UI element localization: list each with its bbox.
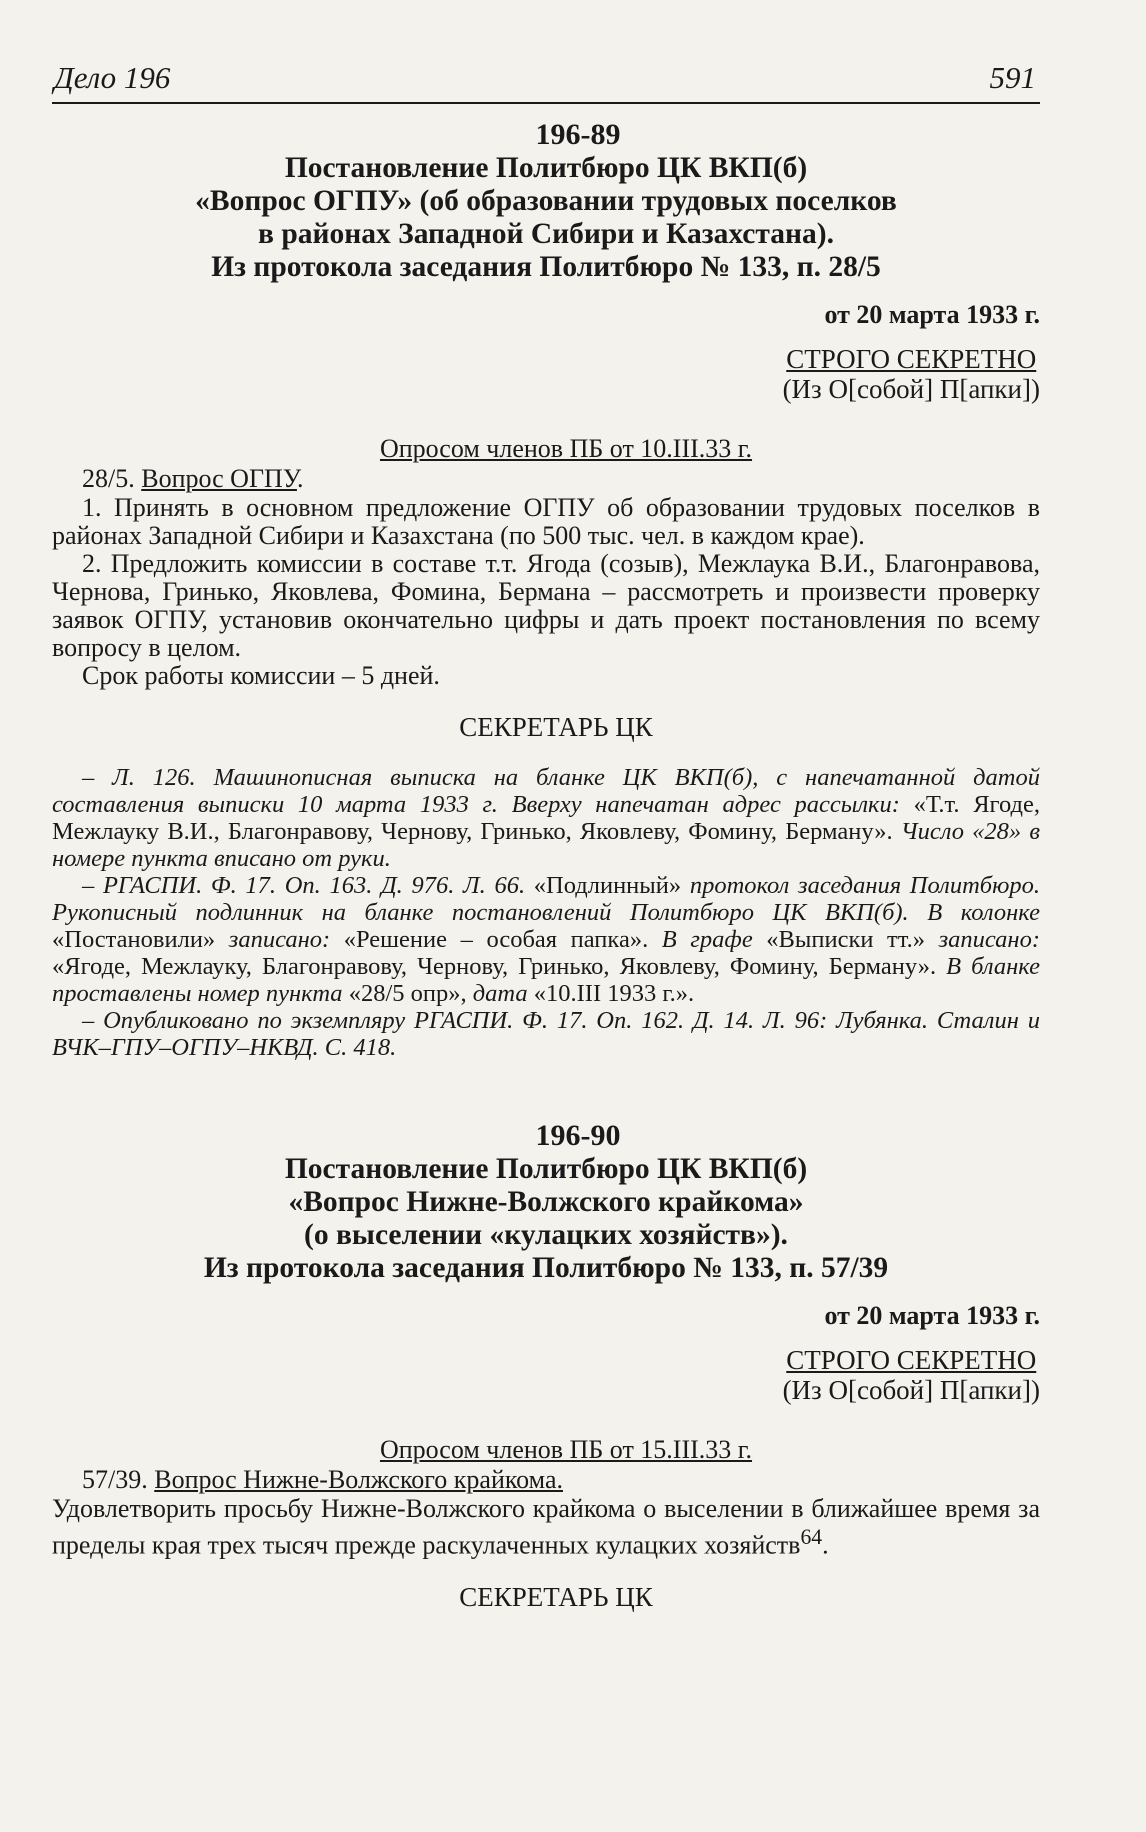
title-line: Из протокола заседания Политбюро № 133, п. 57/39	[203, 1252, 889, 1284]
note-run: записано:	[215, 926, 344, 953]
case-number: Дело 196	[54, 60, 171, 95]
note-run: «Ягоде, Межлауку, Благонравову, Чернову, Гринько, Яковлеву, Фомину, Берману».	[52, 953, 937, 980]
note-run: – РГАСПИ. Ф. 17. Оп. 163. Д. 976. Л. 66.	[82, 872, 534, 899]
title-line: «Вопрос ОГПУ» (об образовании трудовых поселков	[195, 185, 897, 217]
note-run: – Л. 126. Машинописная выписка на бланке ЦК ВКП(б), с напечатанной датой составления выписки 10 марта 1933 г. Вверху напечатан адрес рассылки:	[52, 764, 1040, 818]
note-run: «Решение – особая папка».	[343, 926, 649, 953]
signature: СЕКРЕТАРЬ ЦК	[459, 1581, 653, 1612]
document-title	[52, 152, 1040, 284]
classification-level: СТРОГО СЕКРЕТНО	[786, 1345, 1037, 1375]
title-line: в районах Западной Сибири и Казахстана).	[258, 218, 834, 250]
title-line: Постановление Политбюро ЦК ВКП(б)	[284, 152, 808, 184]
note-run: «Подлинный»	[533, 872, 682, 899]
paragraph: Удовлетворить просьбу Нижне-Волжского крайкома о выселении в ближайшее время за пределы края трех тысяч прежде раскулаченных кулацких хозяйств$^{64}$.	[52, 1494, 1040, 1560]
document-date: от 20 марта 1933 г.	[824, 300, 1040, 329]
item-title: Вопрос ОГПУ	[141, 464, 297, 493]
classification-folder: (Из О[собой] П[апки])	[782, 1375, 1040, 1405]
paragraph-text: Удовлетворить просьбу Нижне-Волжского крайкома о выселении в ближайшее время за пределы края трех тысяч прежде раскулаченных кулацких хозяйств	[52, 1494, 1040, 1560]
page-content	[52, 118, 1040, 1634]
note-run: В бланке проставлены номер пункта	[52, 953, 1040, 1007]
footnote-marker[interactable]: 64	[800, 1525, 823, 1549]
archival-note	[52, 872, 1040, 1007]
document-number: 196-89	[535, 118, 621, 151]
note-run: «28/5 опр»,	[348, 980, 467, 1007]
document-date: от 20 марта 1933 г.	[824, 1301, 1040, 1330]
document-196-89	[52, 118, 1040, 1061]
note-run: дата	[466, 980, 534, 1007]
document-number: 196-90	[535, 1119, 621, 1152]
note-run: В графе	[648, 926, 767, 953]
running-head	[52, 52, 1040, 104]
document-title	[52, 1153, 1040, 1285]
classification-level: СТРОГО СЕКРЕТНО	[786, 344, 1037, 374]
item-number: 28/5.	[82, 464, 135, 493]
paragraph: 2. Предложить комиссии в составе т.т. Ягода (созыв), Межлаука В.И., Благонравова, Чернова, Гринько, Яковлева, Фомина, Бермана – рассмотреть и произвести проверку заявок ОГПУ, установив окончательно цифры и дать проект постановления по всему вопросу в целом.	[52, 549, 1040, 662]
title-line: «Вопрос Нижне-Волжского крайкома»	[288, 1186, 804, 1218]
survey-line: Опросом членов ПБ от 10.III.33 г.	[379, 434, 753, 463]
page-number: 591	[989, 60, 1036, 95]
classification-stamp	[52, 1345, 1040, 1405]
classification-stamp	[52, 344, 1040, 404]
item-heading: 28/5. Вопрос ОГПУ.	[82, 464, 304, 493]
title-line: Постановление Политбюро ЦК ВКП(б)	[284, 1153, 808, 1185]
note-run: «10.III 1933 г.».	[533, 980, 695, 1007]
document-196-90	[52, 1119, 1040, 1612]
note-run: Число «28» в номере пункта вписано от руки.	[52, 818, 1040, 872]
item-heading	[52, 1465, 1040, 1495]
note-run: «Выписки тт.»	[766, 926, 926, 953]
classification-folder: (Из О[собой] П[апки])	[782, 374, 1040, 404]
signature: СЕКРЕТАРЬ ЦК	[459, 712, 653, 742]
note-run: – Опубликовано по экземпляру РГАСПИ. Ф. 17. Оп. 162. Д. 14. Л. 96: Лубянка. Сталин и ВЧК–ГПУ–ОГПУ–НКВД. С. 418.	[52, 1007, 1040, 1061]
item-title: Вопрос Нижне-Волжского крайкома.	[154, 1465, 563, 1494]
survey-line: Опросом членов ПБ от 15.III.33 г.	[379, 1435, 753, 1464]
note-run: протокол заседания Политбюро. Рукописный подлинник на бланке постановлений Политбюро ЦК ВКП(б). В колонке	[52, 872, 1040, 926]
title-line: (о выселении «кулацких хозяйств»).	[304, 1219, 788, 1251]
note-run: «Т.т. Ягоде, Межлауку В.И., Благонравову, Чернову, Гринько, Яковлеву, Фомину, Берману».	[52, 791, 1040, 845]
note-run: «Постановили»	[52, 926, 216, 953]
paragraph: 1. Принять в основном предложение ОГПУ об образовании трудовых поселков в районах Западной Сибири и Казахстана (по 500 тыс. чел. в каждом крае).	[52, 493, 1040, 550]
paragraph: Срок работы комиссии – 5 дней.	[82, 661, 440, 690]
item-number: 57/39.	[82, 1465, 148, 1494]
title-line: Из протокола заседания Политбюро № 133, п. 28/5	[211, 251, 881, 283]
note-run: записано:	[925, 926, 1040, 953]
archival-note	[52, 1007, 1040, 1061]
archival-note	[52, 764, 1040, 872]
